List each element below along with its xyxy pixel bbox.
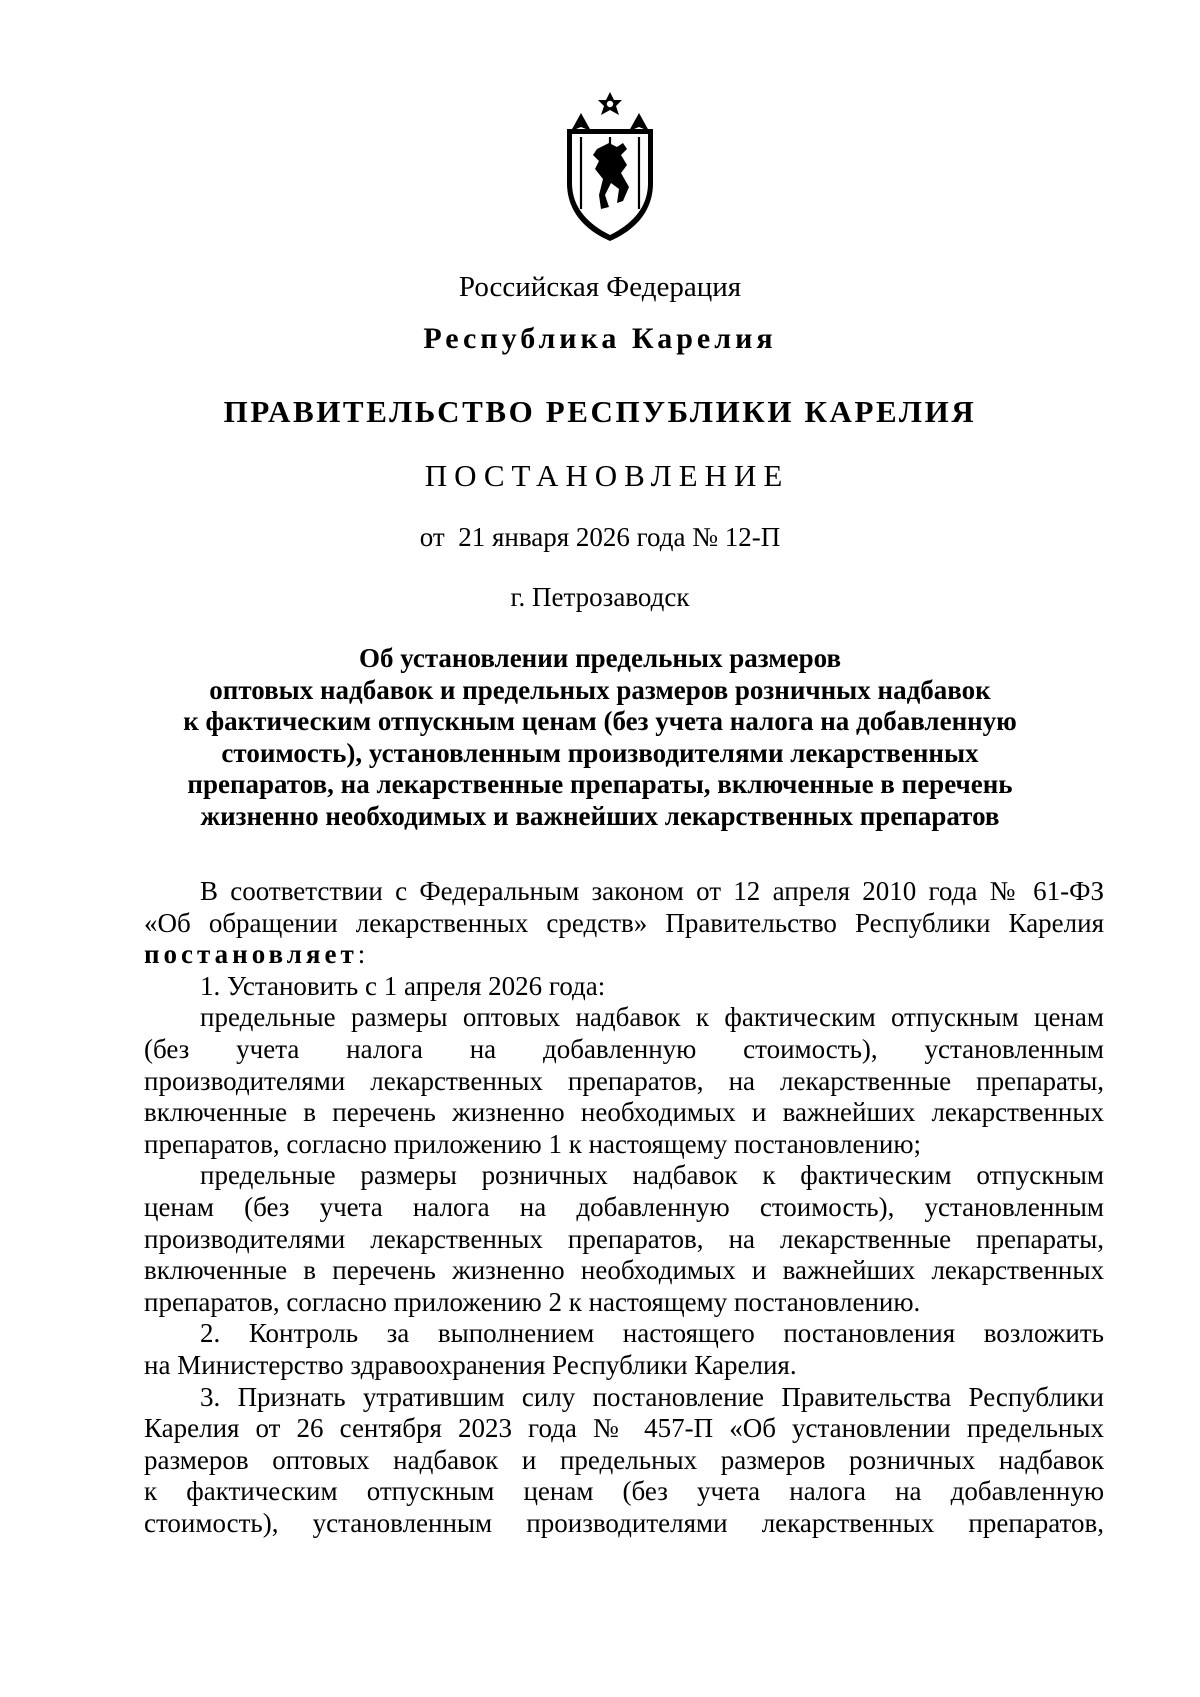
body-line: «Об обращении лекарственных средств» Правительство Республики Карелия	[144, 907, 1104, 938]
title-line: жизненно необходимых и важнейших лекарственных препаратов	[200, 800, 1000, 831]
body-line: Карелия от 26 сентября 2023 года № 457-П «Об установлении предельных	[144, 1413, 1104, 1444]
body-line: 2. Контроль за выполнением настоящего постановления возложить	[200, 1318, 1104, 1349]
body-line: 3. Признать утратившим силу постановление Правительства Республики	[200, 1381, 1104, 1412]
body-line: (без учета налога на добавленную стоимость), установленным	[144, 1033, 1104, 1064]
government-name: ПРАВИТЕЛЬСТВО РЕСПУБЛИКИ КАРЕЛИЯ	[223, 394, 977, 429]
decree-word: постановляет	[144, 939, 358, 970]
body-line: препаратов, согласно приложению 2 к настоящему постановлению.	[144, 1286, 921, 1317]
document-title	[0, 643, 1200, 833]
body-line: ценам (без учета налога на добавленную стоимость), установленным	[144, 1191, 1104, 1222]
body-line: включенные в перечень жизненно необходимых и важнейших лекарственных	[144, 1097, 1104, 1128]
body-line: к фактическим отпускным ценам (без учета налога на добавленную	[144, 1476, 1104, 1507]
body-line: размеров оптовых надбавок и предельных размеров розничных надбавок	[144, 1444, 1104, 1475]
body-line: производителями лекарственных препаратов, на лекарственные препараты,	[144, 1065, 1104, 1096]
body-line: производителями лекарственных препаратов, на лекарственные препараты,	[144, 1223, 1104, 1254]
coat-of-arms-icon	[559, 91, 661, 243]
title-line: стоимость), установленным производителями лекарственных	[221, 737, 979, 768]
body-line: на Министерство здравоохранения Республики Карелия.	[144, 1349, 797, 1380]
title-line: препаратов, на лекарственные препараты, включенные в перечень	[187, 769, 1013, 800]
country-name: Российская Федерация	[458, 271, 742, 303]
item-1-heading: 1. Установить с 1 апреля 2026 года:	[200, 970, 606, 1001]
decree-colon: :	[357, 939, 366, 970]
document-city: г. Петрозаводск	[510, 582, 690, 612]
republic-name: Республика Карелия	[423, 322, 777, 355]
title-line: к фактическим отпускным ценам (без учета налога на добавленную	[183, 706, 1017, 737]
body-line: включенные в перечень жизненно необходимых и важнейших лекарственных	[144, 1255, 1104, 1286]
body-line: предельные размеры оптовых надбавок к фактическим отпускным ценам	[200, 1002, 1104, 1033]
body-line: стоимость), установленным производителями лекарственных препаратов,	[144, 1507, 1104, 1538]
decree-line	[144, 939, 1104, 971]
body-line: препаратов, согласно приложению 1 к настоящему постановлению;	[144, 1128, 922, 1159]
title-line: Об установлении предельных размеров	[358, 643, 842, 673]
body-line: В соответствии с Федеральным законом от 12 апреля 2010 года № 61-ФЗ	[200, 876, 1104, 906]
document-date-number: от 21 января 2026 года № 12-П	[419, 522, 781, 552]
document-type: ПОСТАНОВЛЕНИЕ	[424, 458, 790, 493]
document-body	[144, 876, 1104, 1539]
body-line: предельные размеры розничных надбавок к фактическим отпускным	[200, 1160, 1104, 1191]
title-line: оптовых надбавок и предельных размеров розничных надбавок	[209, 674, 991, 705]
